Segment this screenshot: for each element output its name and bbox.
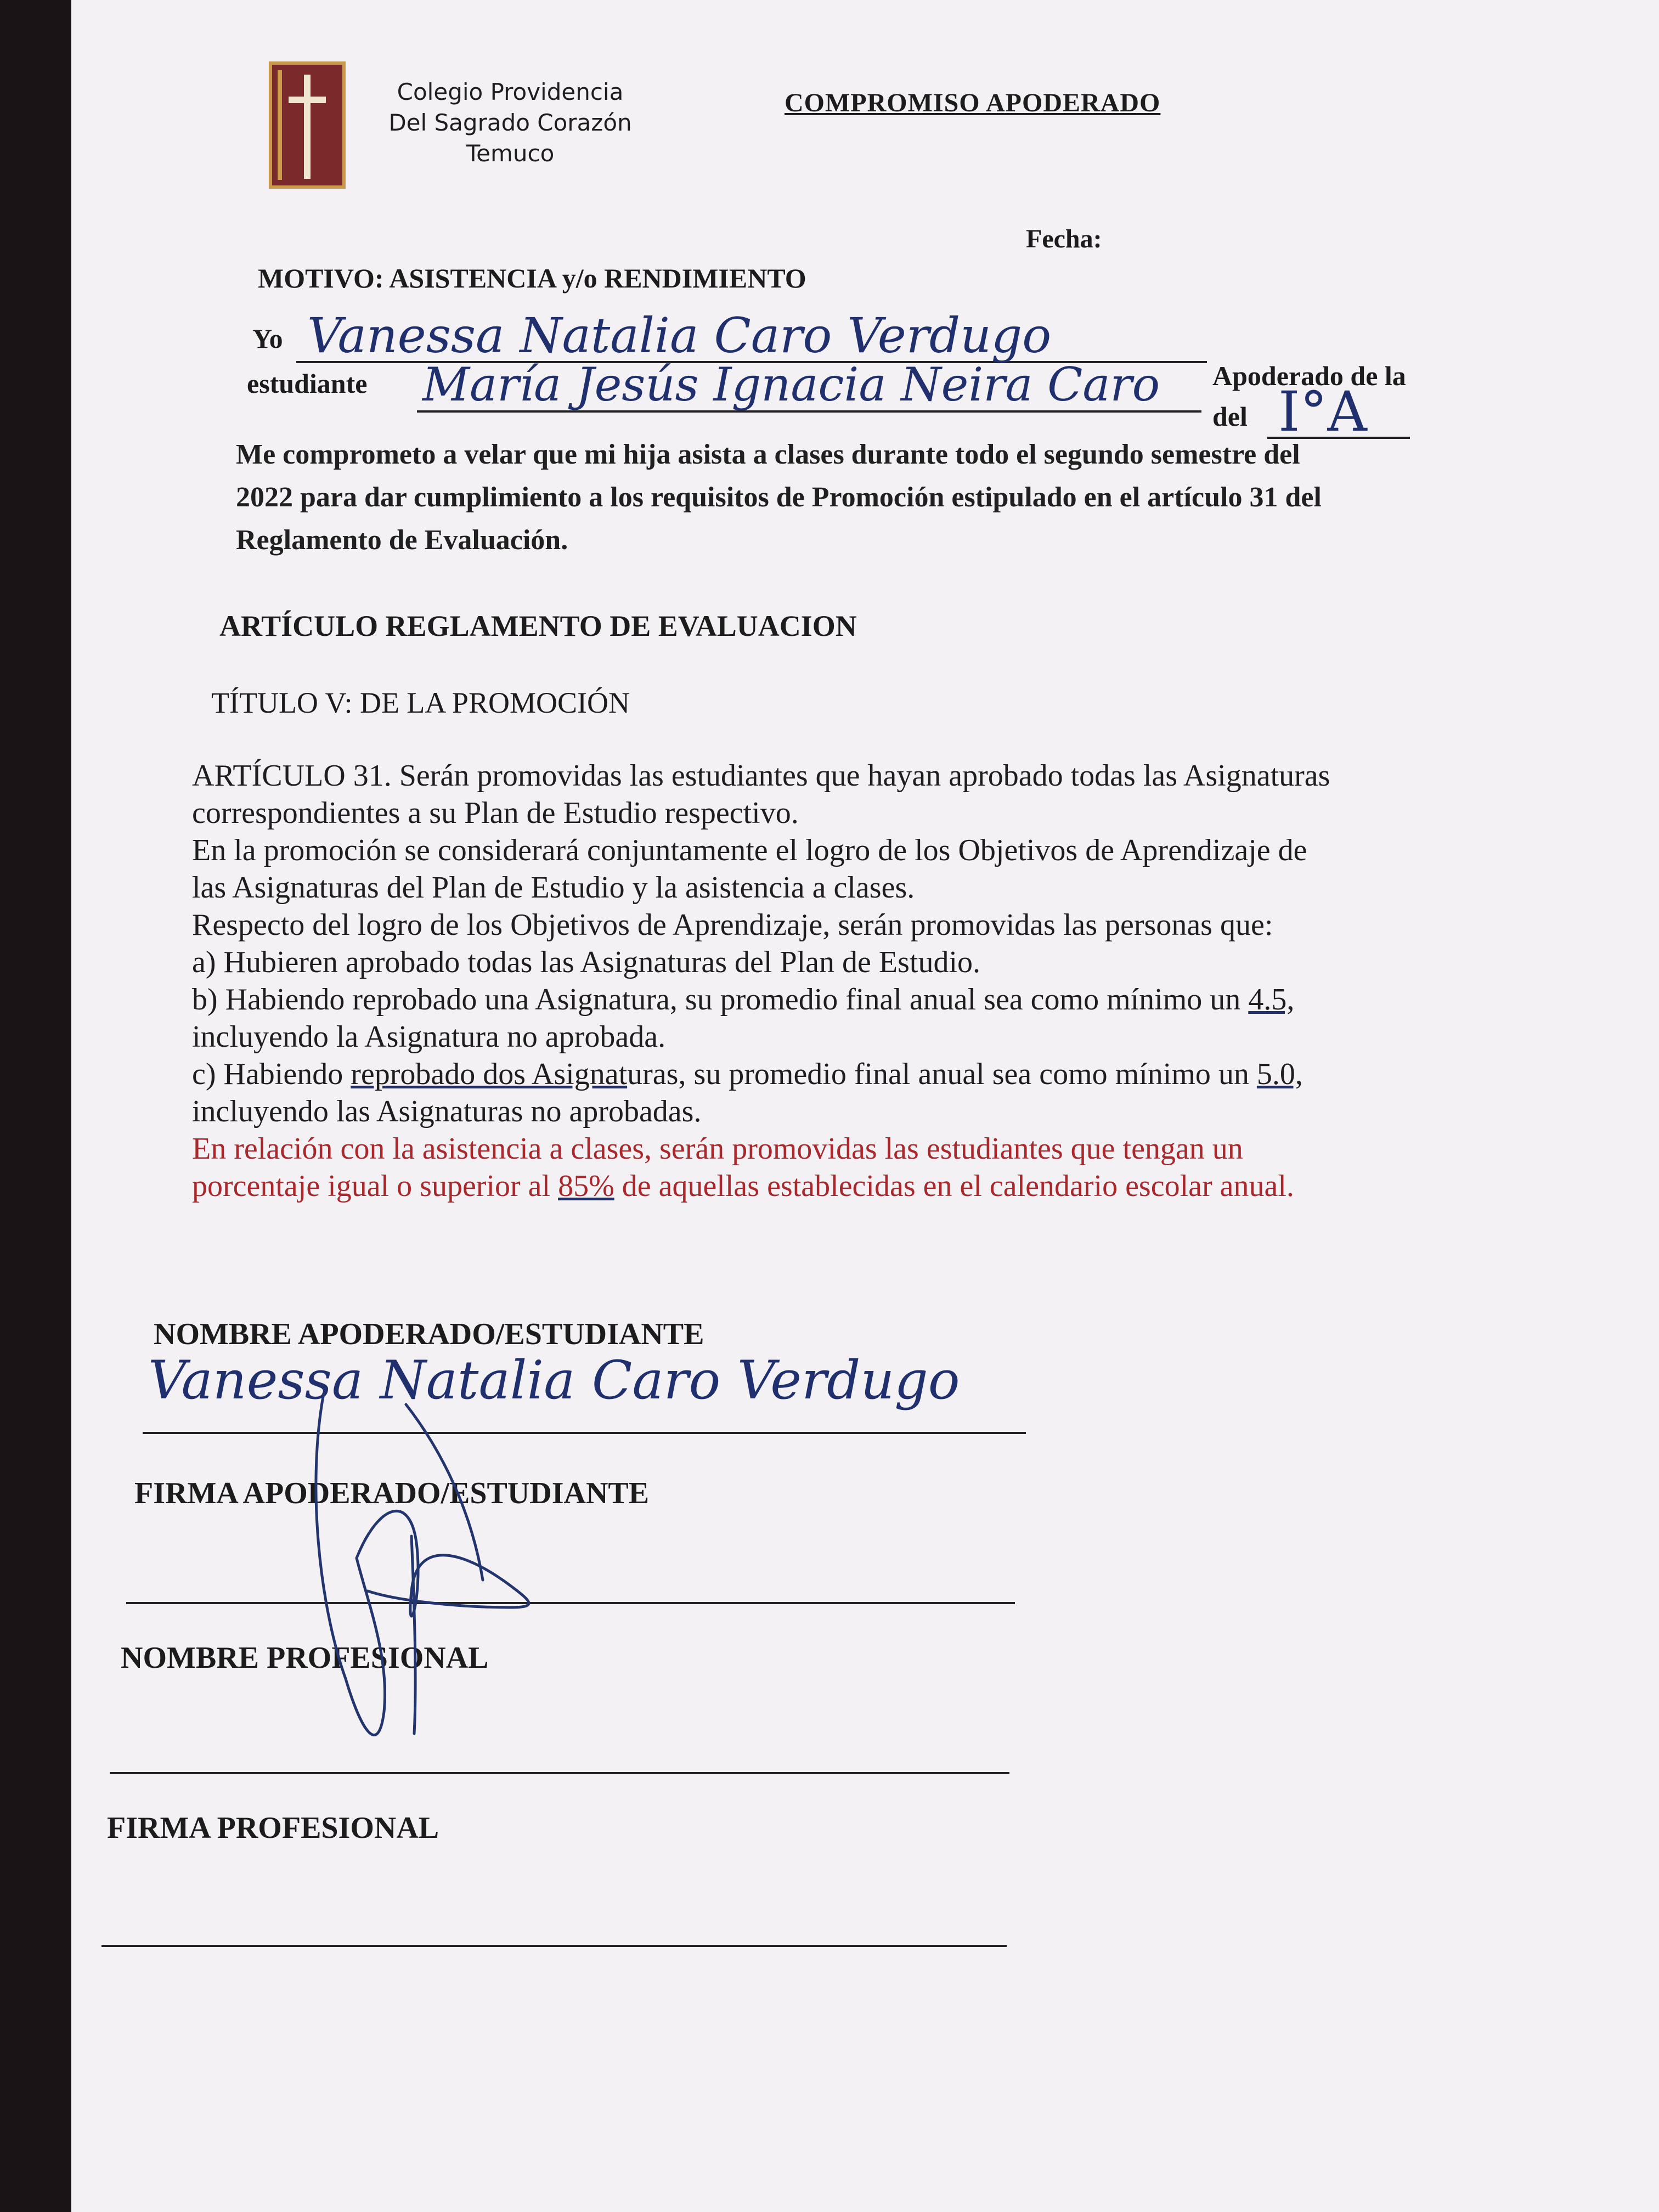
attendance-percentage: 85% xyxy=(558,1169,614,1203)
firma-profesional-label: FIRMA PROFESIONAL xyxy=(107,1811,439,1845)
cross-icon xyxy=(272,65,342,185)
firma-profesional-line xyxy=(101,1945,1007,1947)
yo-handwritten-name: Vanessa Natalia Caro Verdugo xyxy=(307,307,1052,364)
article-line: incluyendo la Asignatura no aprobada. xyxy=(192,1020,666,1054)
del-handwritten-course: I°A xyxy=(1278,380,1367,444)
article-c-text-post: uras, su promedio final anual sea como mínimo un xyxy=(627,1057,1249,1091)
document-title: COMPROMISO APODERADO xyxy=(785,88,1161,117)
article-c-text-pre: c) Habiendo xyxy=(192,1057,351,1091)
apoderado-label: Apoderado de la xyxy=(1212,360,1406,391)
school-name-line3: Temuco xyxy=(466,140,555,167)
estudiante-label: estudiante xyxy=(247,368,368,399)
article-line: incluyendo las Asignaturas no aprobadas. xyxy=(192,1094,702,1128)
article-b-value: 4.5, xyxy=(1248,983,1295,1017)
article-line: correspondientes a su Plan de Estudio respectivo. xyxy=(192,796,799,830)
school-name-line1: Colegio Providencia xyxy=(397,78,624,105)
article-line: Respecto del logro de los Objetivos de Aprendizaje, serán promovidas las personas que: xyxy=(192,908,1273,942)
del-label: del xyxy=(1212,401,1248,432)
titulo-heading: TÍTULO V: DE LA PROMOCIÓN xyxy=(211,686,630,719)
document-page xyxy=(71,0,1659,2212)
motivo-heading: MOTIVO: ASISTENCIA y/o RENDIMIENTO xyxy=(258,263,806,294)
commitment-line: Reglamento de Evaluación. xyxy=(236,524,568,556)
article-line-c xyxy=(192,1056,1640,1093)
yo-label: Yo xyxy=(252,323,283,354)
school-name xyxy=(357,77,664,169)
handwritten-signature xyxy=(302,1372,719,1767)
commitment-line: 2022 para dar cumplimiento a los requisitos de Promoción estipulado en el artículo 31 del xyxy=(236,482,1322,513)
article-line: En la promoción se considerará conjuntamente el logro de los Objetivos de Aprendizaje de xyxy=(192,833,1307,867)
article-line: a) Hubieren aprobado todas las Asignaturas del Plan de Estudio. xyxy=(192,945,980,979)
article-line: las Asignaturas del Plan de Estudio y la asistencia a clases. xyxy=(192,871,915,905)
nombre-profesional-line xyxy=(110,1772,1009,1774)
nombre-apoderado-label: NOMBRE APODERADO/ESTUDIANTE xyxy=(154,1317,704,1351)
attendance-text-post: de aquellas establecidas en el calendario escolar anual. xyxy=(614,1169,1294,1203)
article-line: ARTÍCULO 31. Serán promovidas las estudiantes que hayan aprobado todas las Asignaturas xyxy=(192,759,1330,793)
article-attendance-line2 xyxy=(192,1167,1640,1205)
school-logo xyxy=(269,61,346,189)
article-c-value: 5.0, xyxy=(1256,1057,1303,1091)
article-attendance-line: En relación con la asistencia a clases, serán promovidas las estudiantes que tengan un xyxy=(192,1132,1243,1166)
article-c-underlined: reprobado dos Asignat xyxy=(351,1057,628,1091)
reglamento-heading: ARTÍCULO REGLAMENTO DE EVALUACION xyxy=(219,610,857,642)
article-b-text: b) Habiendo reprobado una Asignatura, su promedio final anual sea como mínimo un xyxy=(192,983,1241,1017)
article-31 xyxy=(192,757,1640,1205)
school-name-line2: Del Sagrado Corazón xyxy=(388,109,632,136)
commitment-line: Me comprometo a velar que mi hija asista a clases durante todo el segundo semestre del xyxy=(236,439,1300,470)
firma-apoderado-label: FIRMA APODERADO/ESTUDIANTE xyxy=(134,1476,650,1510)
commitment-paragraph xyxy=(236,433,1618,562)
fecha-label: Fecha: xyxy=(1026,224,1102,253)
nombre-profesional-label: NOMBRE PROFESIONAL xyxy=(121,1641,489,1675)
nombre-apoderado-handwritten: Vanessa Natalia Caro Verdugo xyxy=(148,1350,960,1411)
article-line-b xyxy=(192,981,1640,1018)
estudiante-handwritten-name: María Jesús Ignacia Neira Caro xyxy=(422,358,1160,411)
attendance-text-pre: porcentaje igual o superior al xyxy=(192,1169,558,1203)
